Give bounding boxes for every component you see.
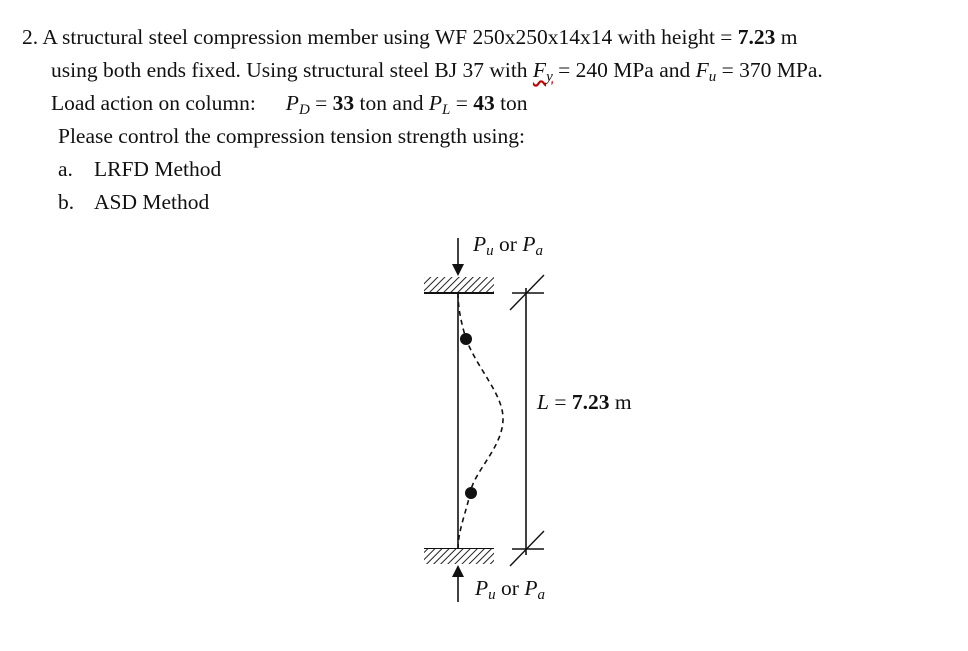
pl-value: 43 xyxy=(473,91,495,115)
option-a-marker: a. xyxy=(58,157,73,181)
inflection-point-bottom xyxy=(465,487,477,499)
fy-subscript: y xyxy=(546,69,553,85)
option-a-label: LRFD Method xyxy=(94,157,222,181)
pl-unit: ton xyxy=(494,91,528,115)
pd-symbol: P xyxy=(285,91,299,115)
dimension-tick-top xyxy=(510,275,544,310)
bottom-load-label: $P_u$ or $P_a$ xyxy=(475,576,545,603)
height-unit: m xyxy=(775,25,798,49)
instruction-text: Please control the compression tension strength using: xyxy=(58,124,525,148)
pd-value: 33 xyxy=(332,91,355,115)
top-load-arrow xyxy=(452,238,464,276)
problem-line-2-prefix: using both ends fixed. Using structural steel BJ 37 with xyxy=(51,58,533,82)
problem-line-1-text: A structural steel compression member using WF 250x250x14x14 with height = xyxy=(42,25,738,49)
fy-symbol: F xyxy=(532,58,547,82)
height-value: 7.23 xyxy=(737,25,776,49)
fu-text: = 370 MPa. xyxy=(716,58,823,82)
top-fixed-support xyxy=(424,277,494,293)
top-load-label: $P_u$ or $P_a$ xyxy=(473,232,543,259)
fu-subscript: u xyxy=(708,69,717,85)
fu-symbol: F xyxy=(695,58,709,82)
dimension-tick-bottom xyxy=(510,531,544,566)
pd-subscript: D xyxy=(298,102,310,118)
problem-number: 2. xyxy=(22,25,39,49)
bottom-fixed-support xyxy=(424,549,494,564)
option-b-marker: b. xyxy=(58,190,75,214)
pd-unit: ton and xyxy=(354,91,429,115)
length-label: L = 7.23 m xyxy=(537,390,632,414)
bottom-load-arrow xyxy=(452,565,464,602)
pl-subscript: L xyxy=(441,102,451,118)
pl-symbol: P xyxy=(428,91,442,115)
buckled-shape xyxy=(458,293,503,549)
option-b-label: ASD Method xyxy=(94,190,210,214)
pl-eq: = xyxy=(450,91,474,115)
pd-eq: = xyxy=(309,91,333,115)
load-label: Load action on column: xyxy=(51,91,256,115)
fy-text: = 240 MPa and xyxy=(552,58,696,82)
inflection-point-top xyxy=(460,333,472,345)
